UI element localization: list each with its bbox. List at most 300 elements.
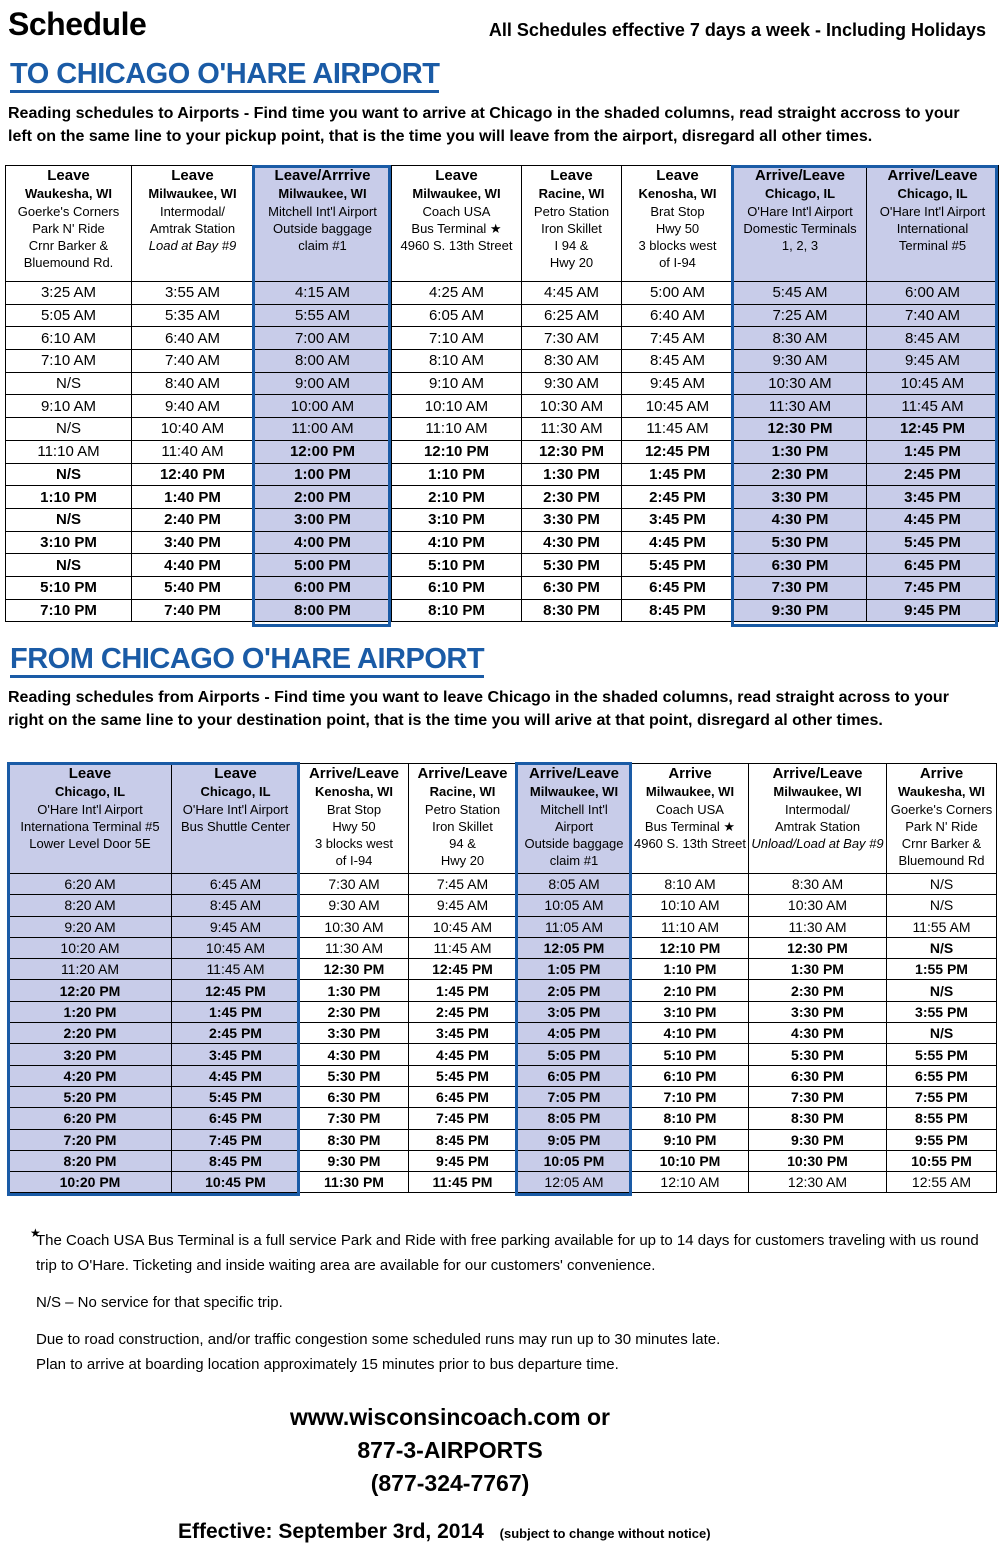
time-cell: 2:45 PM bbox=[622, 486, 734, 509]
column-location-detail: Brat Stop bbox=[650, 204, 705, 219]
time-cell: 9:55 PM bbox=[887, 1129, 997, 1150]
column-action: Arrive/Leave bbox=[754, 167, 846, 184]
time-cell: N/S bbox=[887, 980, 997, 1001]
time-cell: 7:30 PM bbox=[734, 576, 867, 599]
time-cell: N/S bbox=[887, 1023, 997, 1044]
column-action: Leave bbox=[214, 765, 257, 782]
table-row bbox=[9, 1172, 997, 1193]
column-location-detail: Crnr Barker & bbox=[901, 836, 982, 851]
column-location-detail: Coach USA bbox=[656, 802, 724, 817]
time-cell: 10:45 AM bbox=[867, 372, 999, 395]
table-row bbox=[9, 1108, 997, 1129]
column-location-detail: Park N' Ride bbox=[905, 819, 978, 834]
time-cell: 3:05 PM bbox=[517, 1001, 632, 1022]
time-cell: 9:10 AM bbox=[6, 395, 132, 418]
time-cell: 5:45 PM bbox=[622, 554, 734, 577]
column-action: Arrive/Leave bbox=[887, 167, 978, 184]
time-cell: 7:45 AM bbox=[622, 327, 734, 350]
time-cell: 3:10 PM bbox=[632, 1001, 749, 1022]
time-cell: 10:30 AM bbox=[749, 895, 887, 916]
time-cell: 9:30 AM bbox=[734, 350, 867, 373]
time-cell: 11:10 AM bbox=[392, 418, 522, 441]
time-cell: 12:10 PM bbox=[392, 440, 522, 463]
table-row bbox=[6, 576, 999, 599]
column-location-detail: Bluemound Rd bbox=[898, 853, 985, 868]
phone-number: (877-324-7767) bbox=[370, 1470, 530, 1496]
time-cell: 12:10 AM bbox=[632, 1172, 749, 1193]
change-notice: (subject to change without notice) bbox=[499, 1526, 711, 1541]
time-cell: 7:10 PM bbox=[6, 599, 132, 622]
column-location-detail: O'Hare Int'l Airport bbox=[182, 802, 289, 817]
table-row bbox=[9, 895, 997, 916]
time-cell: 8:20 PM bbox=[9, 1150, 172, 1171]
time-cell: 11:30 AM bbox=[300, 937, 409, 958]
time-cell: 8:10 PM bbox=[392, 599, 522, 622]
table-row bbox=[6, 395, 999, 418]
time-cell: 4:20 PM bbox=[9, 1065, 172, 1086]
star-icon: ★ bbox=[30, 1226, 41, 1240]
time-cell: 4:30 PM bbox=[300, 1044, 409, 1065]
table-row bbox=[6, 304, 999, 327]
time-cell: 2:45 PM bbox=[409, 1001, 517, 1022]
time-cell: 7:10 PM bbox=[632, 1086, 749, 1107]
time-cell: 12:40 PM bbox=[132, 463, 254, 486]
time-cell: 10:10 AM bbox=[392, 395, 522, 418]
time-cell: 11:45 AM bbox=[409, 937, 517, 958]
time-cell: 3:45 PM bbox=[409, 1023, 517, 1044]
column-location-detail: Hwy 20 bbox=[440, 853, 485, 868]
time-cell: 8:45 AM bbox=[867, 327, 999, 350]
column-location-detail: Bluemound Rd. bbox=[23, 255, 114, 270]
time-cell: 6:40 AM bbox=[622, 304, 734, 327]
time-cell: 3:45 PM bbox=[867, 486, 999, 509]
time-cell: 6:45 PM bbox=[867, 554, 999, 577]
time-cell: 4:30 PM bbox=[522, 531, 622, 554]
time-cell: 1:10 PM bbox=[6, 486, 132, 509]
column-header bbox=[749, 764, 887, 874]
time-cell: N/S bbox=[6, 508, 132, 531]
time-cell: 12:45 PM bbox=[172, 980, 300, 1001]
column-header bbox=[6, 166, 132, 282]
column-location-detail: of I-94 bbox=[335, 853, 373, 868]
time-cell: 8:30 AM bbox=[522, 350, 622, 373]
time-cell: 8:10 PM bbox=[632, 1108, 749, 1129]
website-link[interactable]: www.wisconsincoach.com or bbox=[290, 1404, 610, 1430]
time-cell: 7:05 PM bbox=[517, 1086, 632, 1107]
column-action: Arrive/Leave bbox=[772, 765, 863, 782]
table-row bbox=[6, 350, 999, 373]
time-cell: 7:55 PM bbox=[887, 1086, 997, 1107]
time-cell: 10:45 AM bbox=[622, 395, 734, 418]
time-cell: 7:45 PM bbox=[172, 1129, 300, 1150]
column-location-detail: Outside baggage bbox=[272, 221, 373, 236]
time-cell: 12:45 PM bbox=[622, 440, 734, 463]
column-action: Leave/Arrrive bbox=[274, 167, 371, 184]
time-cell: 5:20 PM bbox=[9, 1086, 172, 1107]
time-cell: 8:30 PM bbox=[300, 1129, 409, 1150]
column-location-detail: Intermodal/ bbox=[784, 802, 851, 817]
time-cell: 10:30 AM bbox=[522, 395, 622, 418]
time-cell: 6:05 AM bbox=[392, 304, 522, 327]
time-cell: 7:40 AM bbox=[132, 350, 254, 373]
time-cell: 1:30 PM bbox=[300, 980, 409, 1001]
column-action: Leave bbox=[47, 167, 90, 184]
column-header bbox=[9, 764, 172, 874]
time-cell: 7:30 AM bbox=[300, 874, 409, 895]
time-cell: 1:45 PM bbox=[409, 980, 517, 1001]
time-cell: 10:10 PM bbox=[632, 1150, 749, 1171]
column-location-detail: I 94 & bbox=[554, 238, 589, 253]
time-cell: 8:10 AM bbox=[632, 874, 749, 895]
time-cell: 6:40 AM bbox=[132, 327, 254, 350]
time-cell: 10:55 PM bbox=[887, 1150, 997, 1171]
terminal-note: The Coach USA Bus Terminal is a full service Park and Ride with free parking available for up to 14 days for customers traveling with us round trip to O'Hare. Ticketing and inside waiting area are available for our customers' convenience. bbox=[36, 1232, 979, 1274]
arrival-note: Plan to arrive at boarding location approximately 15 minutes prior to bus departure time. bbox=[36, 1356, 619, 1373]
time-cell: 11:45 AM bbox=[172, 959, 300, 980]
from-airport-schedule-table bbox=[8, 763, 997, 1193]
time-cell: 3:30 PM bbox=[522, 508, 622, 531]
column-location-detail: Bus Shuttle Center bbox=[180, 819, 291, 834]
time-cell: 11:30 PM bbox=[300, 1172, 409, 1193]
time-cell: 2:10 PM bbox=[392, 486, 522, 509]
time-cell: 6:00 PM bbox=[254, 576, 392, 599]
time-cell: 12:30 PM bbox=[734, 418, 867, 441]
table-row bbox=[6, 508, 999, 531]
column-header bbox=[254, 166, 392, 282]
column-location-detail: Hwy 50 bbox=[655, 221, 700, 236]
time-cell: 8:45 AM bbox=[622, 350, 734, 373]
time-cell: 3:10 PM bbox=[392, 508, 522, 531]
time-cell: 12:45 PM bbox=[867, 418, 999, 441]
time-cell: 9:45 AM bbox=[867, 350, 999, 373]
time-cell: 2:30 PM bbox=[522, 486, 622, 509]
time-cell: 8:05 AM bbox=[517, 874, 632, 895]
column-location-detail: Goerke's Corners bbox=[17, 204, 120, 219]
column-location-detail: 3 blocks west bbox=[314, 836, 394, 851]
column-header bbox=[172, 764, 300, 874]
column-header bbox=[867, 166, 999, 282]
schedule-effective-note: All Schedules effective 7 days a week - Including Holidays bbox=[488, 20, 986, 40]
time-cell: 8:45 PM bbox=[622, 599, 734, 622]
time-cell: 6:25 AM bbox=[522, 304, 622, 327]
time-cell: 10:45 AM bbox=[172, 937, 300, 958]
time-cell: 9:30 PM bbox=[300, 1150, 409, 1171]
time-cell: 11:45 AM bbox=[867, 395, 999, 418]
time-cell: 9:45 PM bbox=[867, 599, 999, 622]
column-location-detail: Amtrak Station bbox=[149, 221, 236, 236]
column-city: Chicago, IL bbox=[200, 784, 271, 799]
table-row bbox=[9, 1129, 997, 1150]
column-location-detail: Coach USA bbox=[422, 204, 491, 219]
ns-note: N/S – No service for that specific trip. bbox=[36, 1294, 283, 1311]
column-city: Milwaukee, WI bbox=[412, 186, 501, 201]
time-cell: 6:45 PM bbox=[622, 576, 734, 599]
time-cell: 10:20 AM bbox=[9, 937, 172, 958]
time-cell: 9:10 PM bbox=[632, 1129, 749, 1150]
time-cell: 3:55 PM bbox=[887, 1001, 997, 1022]
column-location-detail: O'Hare Int'l Airport bbox=[37, 802, 143, 817]
from-airport-description: Reading schedules from Airports - Find time you want to leave Chicago in the shaded columns, read straight across to your right on the same line to your destination point, that is the time you will arive at that point, disregard al other times. bbox=[8, 689, 949, 729]
time-cell: 7:45 PM bbox=[867, 576, 999, 599]
column-city: Milwaukee, WI bbox=[278, 186, 367, 201]
column-header bbox=[392, 166, 522, 282]
column-location-detail: 3 blocks west bbox=[638, 238, 717, 253]
time-cell: 5:45 PM bbox=[172, 1086, 300, 1107]
time-cell: 5:40 PM bbox=[132, 576, 254, 599]
time-cell: 11:10 AM bbox=[632, 916, 749, 937]
page-title: Schedule bbox=[8, 6, 147, 42]
column-action: Arrive bbox=[919, 765, 964, 782]
time-cell: 1:30 PM bbox=[734, 440, 867, 463]
column-location-detail: Amtrak Station bbox=[774, 819, 861, 834]
time-cell: 10:45 PM bbox=[172, 1172, 300, 1193]
time-cell: 8:45 PM bbox=[409, 1129, 517, 1150]
time-cell: 3:45 PM bbox=[622, 508, 734, 531]
column-location-detail: Petro Station bbox=[533, 204, 610, 219]
time-cell: 4:45 AM bbox=[522, 282, 622, 305]
time-cell: 5:05 AM bbox=[6, 304, 132, 327]
time-cell: 1:00 PM bbox=[254, 463, 392, 486]
time-cell: 1:30 PM bbox=[749, 959, 887, 980]
time-cell: 10:30 AM bbox=[734, 372, 867, 395]
time-cell: 10:05 PM bbox=[517, 1150, 632, 1171]
time-cell: 10:45 AM bbox=[409, 916, 517, 937]
column-city: Racine, WI bbox=[429, 784, 496, 799]
time-cell: 10:10 AM bbox=[632, 895, 749, 916]
column-bay-note: Unload/Load at Bay #9 bbox=[751, 836, 884, 851]
time-cell: 10:05 AM bbox=[517, 895, 632, 916]
column-bay-note: Load at Bay #9 bbox=[148, 238, 237, 253]
table-row bbox=[6, 599, 999, 622]
time-cell: 11:30 AM bbox=[749, 916, 887, 937]
column-location-detail: claim #1 bbox=[298, 238, 347, 253]
time-cell: 11:55 AM bbox=[887, 916, 997, 937]
to-airport-schedule-table bbox=[5, 165, 999, 622]
column-location-detail: Intermodal/ bbox=[159, 204, 226, 219]
time-cell: 11:00 AM bbox=[254, 418, 392, 441]
table-row bbox=[9, 937, 997, 958]
time-cell: 3:20 PM bbox=[9, 1044, 172, 1065]
column-action: Leave bbox=[550, 167, 593, 184]
time-cell: 2:20 PM bbox=[9, 1023, 172, 1044]
time-cell: 10:40 AM bbox=[132, 418, 254, 441]
table-row bbox=[9, 1001, 997, 1022]
column-header bbox=[622, 166, 734, 282]
column-location-detail: Airport bbox=[554, 819, 594, 834]
column-header bbox=[734, 166, 867, 282]
column-location-detail: 94 & bbox=[449, 836, 476, 851]
table-row bbox=[6, 440, 999, 463]
time-cell: 2:30 PM bbox=[734, 463, 867, 486]
time-cell: 5:45 PM bbox=[867, 531, 999, 554]
table-row bbox=[6, 282, 999, 305]
column-header bbox=[632, 764, 749, 874]
time-cell: 5:10 PM bbox=[6, 576, 132, 599]
time-cell: 12:55 AM bbox=[887, 1172, 997, 1193]
time-cell: 1:55 PM bbox=[887, 959, 997, 980]
time-cell: 12:05 PM bbox=[517, 937, 632, 958]
time-cell: 10:20 PM bbox=[9, 1172, 172, 1193]
time-cell: 4:15 AM bbox=[254, 282, 392, 305]
time-cell: 11:10 AM bbox=[6, 440, 132, 463]
to-airport-description: Reading schedules to Airports - Find time you want to arrive at Chicago in the shaded columns, read straight accross to your left on the same line to your pickup point, that is the time you will leave from the airport, disregard all other times. bbox=[8, 105, 960, 145]
time-cell: 5:05 PM bbox=[517, 1044, 632, 1065]
time-cell: 11:30 AM bbox=[734, 395, 867, 418]
table-row bbox=[9, 1065, 997, 1086]
column-location-detail: 4960 S. 13th Street bbox=[400, 238, 513, 253]
table-row bbox=[9, 959, 997, 980]
time-cell: 6:30 PM bbox=[522, 576, 622, 599]
time-cell: 11:05 AM bbox=[517, 916, 632, 937]
column-action: Arrive/Leave bbox=[308, 765, 400, 782]
time-cell: 11:45 AM bbox=[622, 418, 734, 441]
column-location-detail: Domestic Terminals bbox=[743, 221, 857, 236]
time-cell: 5:35 AM bbox=[132, 304, 254, 327]
time-cell: 3:45 PM bbox=[172, 1044, 300, 1065]
time-cell: 7:00 AM bbox=[254, 327, 392, 350]
table-row bbox=[6, 327, 999, 350]
time-cell: 5:30 PM bbox=[749, 1044, 887, 1065]
time-cell: 6:45 PM bbox=[409, 1086, 517, 1107]
time-cell: 5:30 PM bbox=[734, 531, 867, 554]
time-cell: 6:30 PM bbox=[300, 1086, 409, 1107]
time-cell: 8:20 AM bbox=[9, 895, 172, 916]
time-cell: 9:10 AM bbox=[392, 372, 522, 395]
time-cell: 7:30 AM bbox=[522, 327, 622, 350]
time-cell: 7:20 PM bbox=[9, 1129, 172, 1150]
time-cell: 7:40 AM bbox=[867, 304, 999, 327]
time-cell: 5:45 AM bbox=[734, 282, 867, 305]
from-airport-title: FROM CHICAGO O'HARE AIRPORT bbox=[10, 643, 484, 678]
time-cell: 8:30 AM bbox=[749, 874, 887, 895]
column-location-detail: Outside baggage bbox=[524, 836, 624, 851]
table-row bbox=[9, 1086, 997, 1107]
time-cell: 7:30 PM bbox=[300, 1108, 409, 1129]
time-cell: 5:45 PM bbox=[409, 1065, 517, 1086]
column-location-detail: Terminal #5 bbox=[898, 238, 967, 253]
time-cell: 9:00 AM bbox=[254, 372, 392, 395]
time-cell: 4:00 PM bbox=[254, 531, 392, 554]
time-cell: 3:30 PM bbox=[734, 486, 867, 509]
header-row bbox=[6, 166, 999, 282]
column-city: Chicago, IL bbox=[764, 186, 836, 201]
time-cell: 6:00 AM bbox=[867, 282, 999, 305]
time-cell: 4:25 AM bbox=[392, 282, 522, 305]
time-cell: 2:30 PM bbox=[749, 980, 887, 1001]
table-row bbox=[6, 372, 999, 395]
time-cell: 5:10 PM bbox=[392, 554, 522, 577]
time-cell: N/S bbox=[887, 874, 997, 895]
time-cell: 1:20 PM bbox=[9, 1001, 172, 1022]
time-cell: 11:20 AM bbox=[9, 959, 172, 980]
table-row bbox=[9, 874, 997, 895]
column-location-detail: Hwy 50 bbox=[332, 819, 376, 834]
column-location-detail: 4960 S. 13th Street bbox=[633, 836, 747, 851]
time-cell: 4:10 PM bbox=[392, 531, 522, 554]
time-cell: 1:10 PM bbox=[392, 463, 522, 486]
time-cell: 1:05 PM bbox=[517, 959, 632, 980]
time-cell: 6:30 PM bbox=[749, 1065, 887, 1086]
table-row bbox=[9, 1150, 997, 1171]
time-cell: 1:45 PM bbox=[622, 463, 734, 486]
column-action: Arrive bbox=[668, 765, 712, 782]
time-cell: 5:55 PM bbox=[887, 1044, 997, 1065]
time-cell: 12:20 PM bbox=[9, 980, 172, 1001]
effective-date bbox=[178, 1520, 711, 1544]
table-row bbox=[9, 980, 997, 1001]
time-cell: 12:00 PM bbox=[254, 440, 392, 463]
column-location-detail: Mitchell Int'l bbox=[540, 802, 608, 817]
time-cell: 8:55 PM bbox=[887, 1108, 997, 1129]
time-cell: 8:10 AM bbox=[392, 350, 522, 373]
time-cell: 7:40 PM bbox=[132, 599, 254, 622]
time-cell: 4:45 PM bbox=[172, 1065, 300, 1086]
time-cell: 3:00 PM bbox=[254, 508, 392, 531]
time-cell: 11:40 AM bbox=[132, 440, 254, 463]
time-cell: 9:30 PM bbox=[734, 599, 867, 622]
table-row bbox=[6, 531, 999, 554]
time-cell: 4:10 PM bbox=[632, 1023, 749, 1044]
time-cell: 6:20 PM bbox=[9, 1108, 172, 1129]
time-cell: 2:05 PM bbox=[517, 980, 632, 1001]
time-cell: 5:30 PM bbox=[300, 1065, 409, 1086]
time-cell: 4:30 PM bbox=[734, 508, 867, 531]
time-cell: 3:30 PM bbox=[300, 1023, 409, 1044]
time-cell: 1:10 PM bbox=[632, 959, 749, 980]
time-cell: 12:30 PM bbox=[749, 937, 887, 958]
column-location-detail: claim #1 bbox=[549, 853, 599, 868]
header-row bbox=[9, 764, 997, 874]
time-cell: N/S bbox=[6, 418, 132, 441]
time-cell: 8:30 PM bbox=[522, 599, 622, 622]
time-cell: 6:10 PM bbox=[632, 1065, 749, 1086]
time-cell: 9:40 AM bbox=[132, 395, 254, 418]
time-cell: 8:05 PM bbox=[517, 1108, 632, 1129]
column-location-detail: Bus Terminal ★ bbox=[644, 819, 736, 834]
time-cell: 11:45 PM bbox=[409, 1172, 517, 1193]
column-city: Kenosha, WI bbox=[638, 186, 717, 201]
time-cell: 3:30 PM bbox=[749, 1001, 887, 1022]
column-city: Waukesha, WI bbox=[25, 186, 112, 201]
time-cell: 9:30 AM bbox=[522, 372, 622, 395]
table-row bbox=[9, 1023, 997, 1044]
time-cell: 5:30 PM bbox=[522, 554, 622, 577]
time-cell: 9:20 AM bbox=[9, 916, 172, 937]
time-cell: 4:05 PM bbox=[517, 1023, 632, 1044]
column-action: Leave bbox=[435, 167, 478, 184]
time-cell: 8:30 PM bbox=[749, 1108, 887, 1129]
time-cell: 7:45 AM bbox=[409, 874, 517, 895]
column-city: Milwaukee, WI bbox=[773, 784, 862, 799]
time-cell: 4:45 PM bbox=[409, 1044, 517, 1065]
column-city: Milwaukee, WI bbox=[645, 784, 735, 799]
column-location-detail: International bbox=[896, 221, 969, 236]
time-cell: 1:45 PM bbox=[867, 440, 999, 463]
column-action: Arrive/Leave bbox=[417, 765, 508, 782]
time-cell: 1:45 PM bbox=[172, 1001, 300, 1022]
time-cell: 6:05 PM bbox=[517, 1065, 632, 1086]
column-city: Kenosha, WI bbox=[314, 784, 393, 799]
time-cell: 5:00 PM bbox=[254, 554, 392, 577]
column-location-detail: Hwy 20 bbox=[549, 255, 594, 270]
notes bbox=[36, 1228, 986, 1377]
time-cell: N/S bbox=[887, 937, 997, 958]
time-cell: 9:05 PM bbox=[517, 1129, 632, 1150]
time-cell: N/S bbox=[6, 372, 132, 395]
column-location-detail: Lower Level Door 5E bbox=[29, 836, 151, 851]
time-cell: 8:40 AM bbox=[132, 372, 254, 395]
time-cell: N/S bbox=[887, 895, 997, 916]
